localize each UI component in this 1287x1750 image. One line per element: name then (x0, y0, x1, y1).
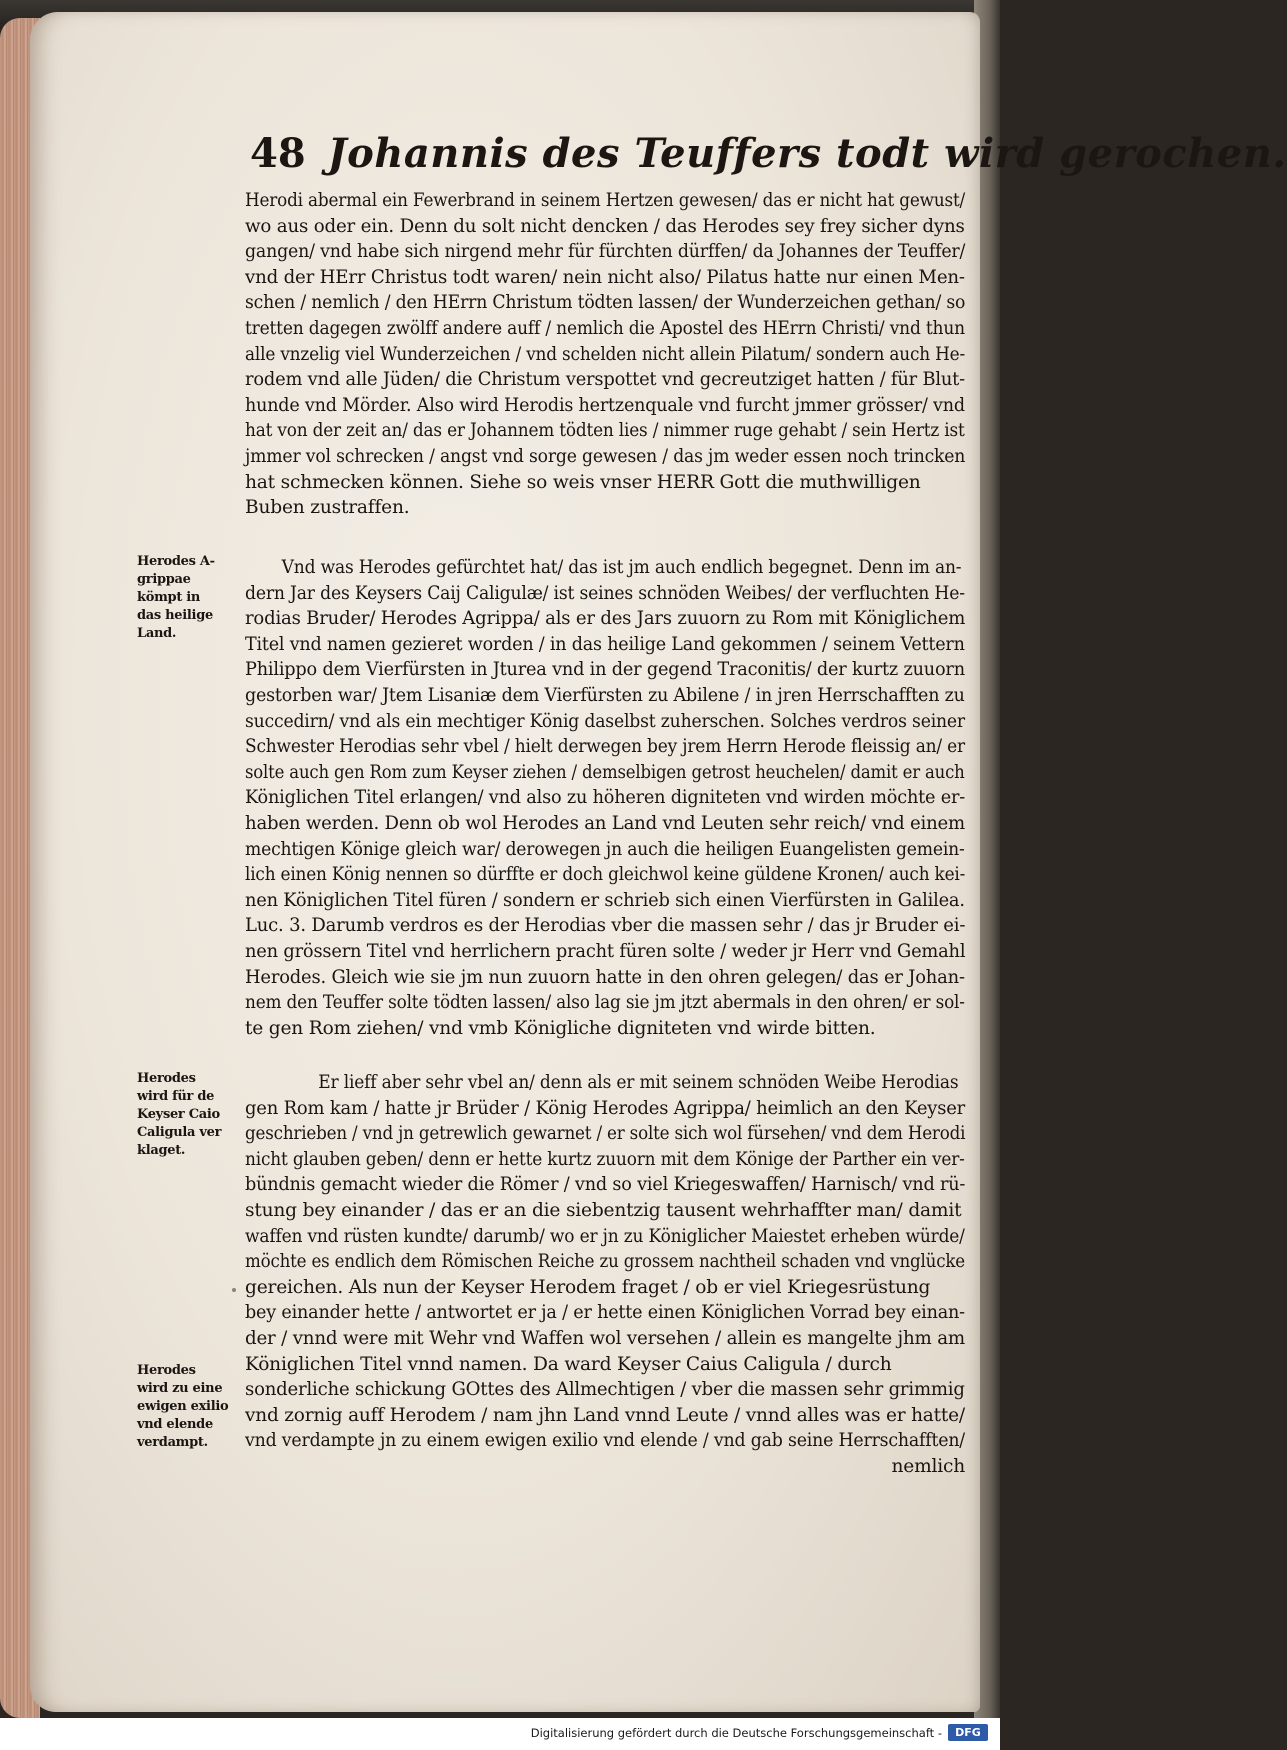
text-line: hat von der zeit an/ das er Johannem tödten lies / nimmer ruge gehabt / sein Hertz ist (245, 420, 965, 442)
margin-note-line: Herodes (137, 1071, 196, 1086)
text-line: nem den Teuffer solte tödten lassen/ also lag sie jm jtzt abermals in den ohren/ er sol- (245, 992, 965, 1014)
text-line: Philippo dem Vierfürsten in Jturea vnd in der gegend Traconitis/ der kurtz zuuorn (245, 659, 965, 681)
text-line: stung bey einander / das er an die siebentzig tausent wehrhaffter man/ damit (245, 1199, 962, 1221)
text-line: haben werden. Denn ob wol Herodes an Land vnd Leuten sehr reich/ vnd einem (245, 812, 965, 834)
text-line: mechtigen Könige gleich war/ derowegen jn auch die heiligen Euangelisten gemein- (245, 838, 965, 860)
margin-note-line: verdampt. (137, 1435, 208, 1450)
text-line: gangen/ vnd habe sich nirgend mehr für fürchten dürffen/ da Johannes der Teuffer/ (245, 241, 966, 263)
text-line: gen Rom kam / hatte jr Brüder / König Herodes Agrippa/ heimlich an den Keyser (245, 1097, 966, 1119)
text-line: schen / nemlich / den HErrn Christum tödten lassen/ der Wunderzeichen gethan/ so (245, 292, 966, 314)
text-line: te gen Rom ziehen/ vnd vmb Königliche digniteten vnd wirde bitten. (245, 1017, 876, 1039)
paragraph-3 (245, 1070, 965, 1480)
text-line: nen Königlichen Titel füren / sondern er schrieb sich einen Vierfürsten in Galilea. (245, 889, 965, 911)
text-line: nicht glauben geben/ denn er hette kurtz zuuorn mit dem Könige der Parther ein ver- (245, 1148, 965, 1170)
margin-note-line: wird zu eine (137, 1381, 223, 1396)
text-line: geschrieben / vnd jn getrewlich gewarnet / er solte sich wol fürsehen/ vnd dem Herodi (245, 1123, 966, 1145)
margin-note-line: Keyser Caio (137, 1107, 220, 1122)
running-head: Johannis des Teuffers todt wird gerochen. (327, 130, 1287, 177)
text-line: Königlichen Titel erlangen/ vnd also zu höheren digniteten vnd wirden möchte er- (245, 787, 966, 809)
text-line: bündnis gemacht wieder die Römer / vnd so viel Kriegeswaffen/ Harnisch/ vnd rü- (245, 1174, 966, 1196)
page-number: 48 (250, 130, 306, 177)
text-line: jmmer vol schrecken / angst vnd sorge gewesen / das jm weder essen noch trincken (245, 445, 966, 467)
text-line: waffen vnd rüsten kundte/ darumb/ wo er jn zu Königlicher Maiestet erheben würde/ (245, 1225, 965, 1247)
text-line: gestorben war/ Jtem Lisaniæ dem Vierfürsten zu Abilene / in jren Herrschafften zu (245, 684, 965, 706)
margin-note-line: wird für de (137, 1089, 215, 1104)
margin-note-3 (137, 1362, 249, 1452)
text-line: Er lieff aber sehr vbel an/ denn als er mit seinem schnöden Weibe Herodias (318, 1072, 959, 1093)
text-line: der / vnnd were mit Wehr vnd Waffen wol versehen / allein es mangelte jhm am (245, 1327, 965, 1349)
page-header (250, 130, 1287, 190)
text-line: hunde vnd Mörder. Also wird Herodis hertzenquale vnd furcht jmmer grösser/ vnd (245, 394, 965, 416)
text-line: vnd verdampte jn zu einem ewigen exilio vnd elende / vnd gab seine Herrschafften/ (245, 1430, 965, 1452)
text-line: sonderliche schickung GOttes des Allmechtigen / vber die massen sehr grimmig (245, 1379, 965, 1401)
footer-bar (0, 1718, 1000, 1750)
margin-note-line: kömpt in (137, 590, 201, 605)
margin-note-line: Caligula ver (137, 1125, 222, 1140)
text-line: lich einen König nennen so dürffte er doch gleichwol keine güldene Kronen/ auch kei- (245, 864, 966, 886)
text-line: solte auch gen Rom zum Keyser ziehen / demselbigen getrost heuchelen/ damit er auch (245, 761, 965, 783)
text-line: tretten dagegen zwölff andere auff / nemlich die Apostel des HErrn Christi/ vnd thun (245, 317, 965, 339)
text-line: Schwester Herodias sehr vbel / hielt derwegen bey jrem Herrn Herode fleissig an/ er (245, 736, 966, 758)
dfg-logo: DFG (948, 1724, 988, 1741)
margin-note-2 (137, 1070, 249, 1160)
margin-note-line: grippae (137, 572, 191, 587)
text-line: rodem vnd alle Jüden/ die Christum verspottet vnd gecreutziget hatten / für Blut- (245, 369, 965, 391)
text-line: gereichen. Als nun der Keyser Herodem fraget / ob er viel Kriegesrüstung (245, 1276, 931, 1298)
text-line: dern Jar des Keysers Caij Caligulæ/ ist seines schnöden Weibes/ der verfluchten He- (245, 582, 965, 604)
text-line: rodias Bruder/ Herodes Agrippa/ als er des Jars zuuorn zu Rom mit Königlichem (245, 608, 966, 630)
margin-note-line: Herodes A- (137, 554, 215, 569)
text-line: Vnd was Herodes gefürchtet hat/ das ist jm auch endlich begegnet. Denn im an- (281, 557, 962, 578)
paragraph-1 (245, 188, 965, 521)
text-line: hat schmecken können. Siehe so weis vnser HERR Gott die muthwilligen (245, 471, 921, 493)
paragraph-2 (245, 555, 965, 1041)
text-line: Buben zustraffen. (245, 497, 410, 519)
margin-note-line: Herodes (137, 1363, 196, 1378)
text-line: möchte es endlich dem Römischen Reiche zu grossem nachtheil schaden vnd vnglücke (245, 1251, 965, 1273)
text-line: wo aus oder ein. Denn du solt nicht dencken / das Herodes sey frey sicher dyns (245, 215, 965, 237)
text-line: nen grössern Titel vnd herrlichern pracht füren solte / weder jr Herr vnd Gemahl (245, 940, 966, 962)
margin-note-line: das heilige (137, 608, 213, 623)
text-line: Titel vnd namen gezieret worden / in das heilige Land gekommen / seinem Vettern (245, 633, 965, 655)
margin-note-line: vnd elende (137, 1417, 213, 1432)
margin-note-line: Land. (137, 626, 177, 641)
text-line: Luc. 3. Darumb verdros es der Herodias vber die massen sehr / das jr Bruder ei- (245, 915, 966, 937)
text-line: Herodi abermal ein Fewerbrand in seinem Hertzen gewesen/ das er nicht hat gewust/ (245, 190, 966, 211)
catchword: nemlich (891, 1455, 965, 1477)
text-line: vnd zornig auff Herodem / nam jhn Land vnnd Leute / vnnd alles was er hatte/ (245, 1404, 965, 1426)
paper-speck (232, 1288, 236, 1292)
text-line: Herodes. Gleich wie sie jm nun zuuorn hatte in den ohren gelegen/ das er Johan- (245, 966, 965, 988)
text-line: alle vnzelig viel Wunderzeichen / vnd schelden nicht allein Pilatum/ sondern auch He- (245, 343, 966, 365)
margin-note-line: klaget. (137, 1143, 186, 1158)
footer-credit: Digitalisierung gefördert durch die Deutsche Forschungsgemeinschaft - (530, 1726, 942, 1740)
text-line: Königlichen Titel vnnd namen. Da ward Keyser Caius Caligula / durch (245, 1353, 892, 1375)
text-line: vnd der HErr Christus todt waren/ nein nicht also/ Pilatus hatte nur einen Men- (245, 266, 965, 288)
margin-note-line: ewigen exilio (137, 1399, 229, 1414)
margin-note-1 (137, 553, 249, 643)
text-line: bey einander hette / antwortet er ja / er hette einen Königlichen Vorrad bey einan- (245, 1302, 965, 1324)
text-line: succedirn/ vnd als ein mechtiger König daselbst zuherschen. Solches verdros seiner (245, 710, 965, 732)
